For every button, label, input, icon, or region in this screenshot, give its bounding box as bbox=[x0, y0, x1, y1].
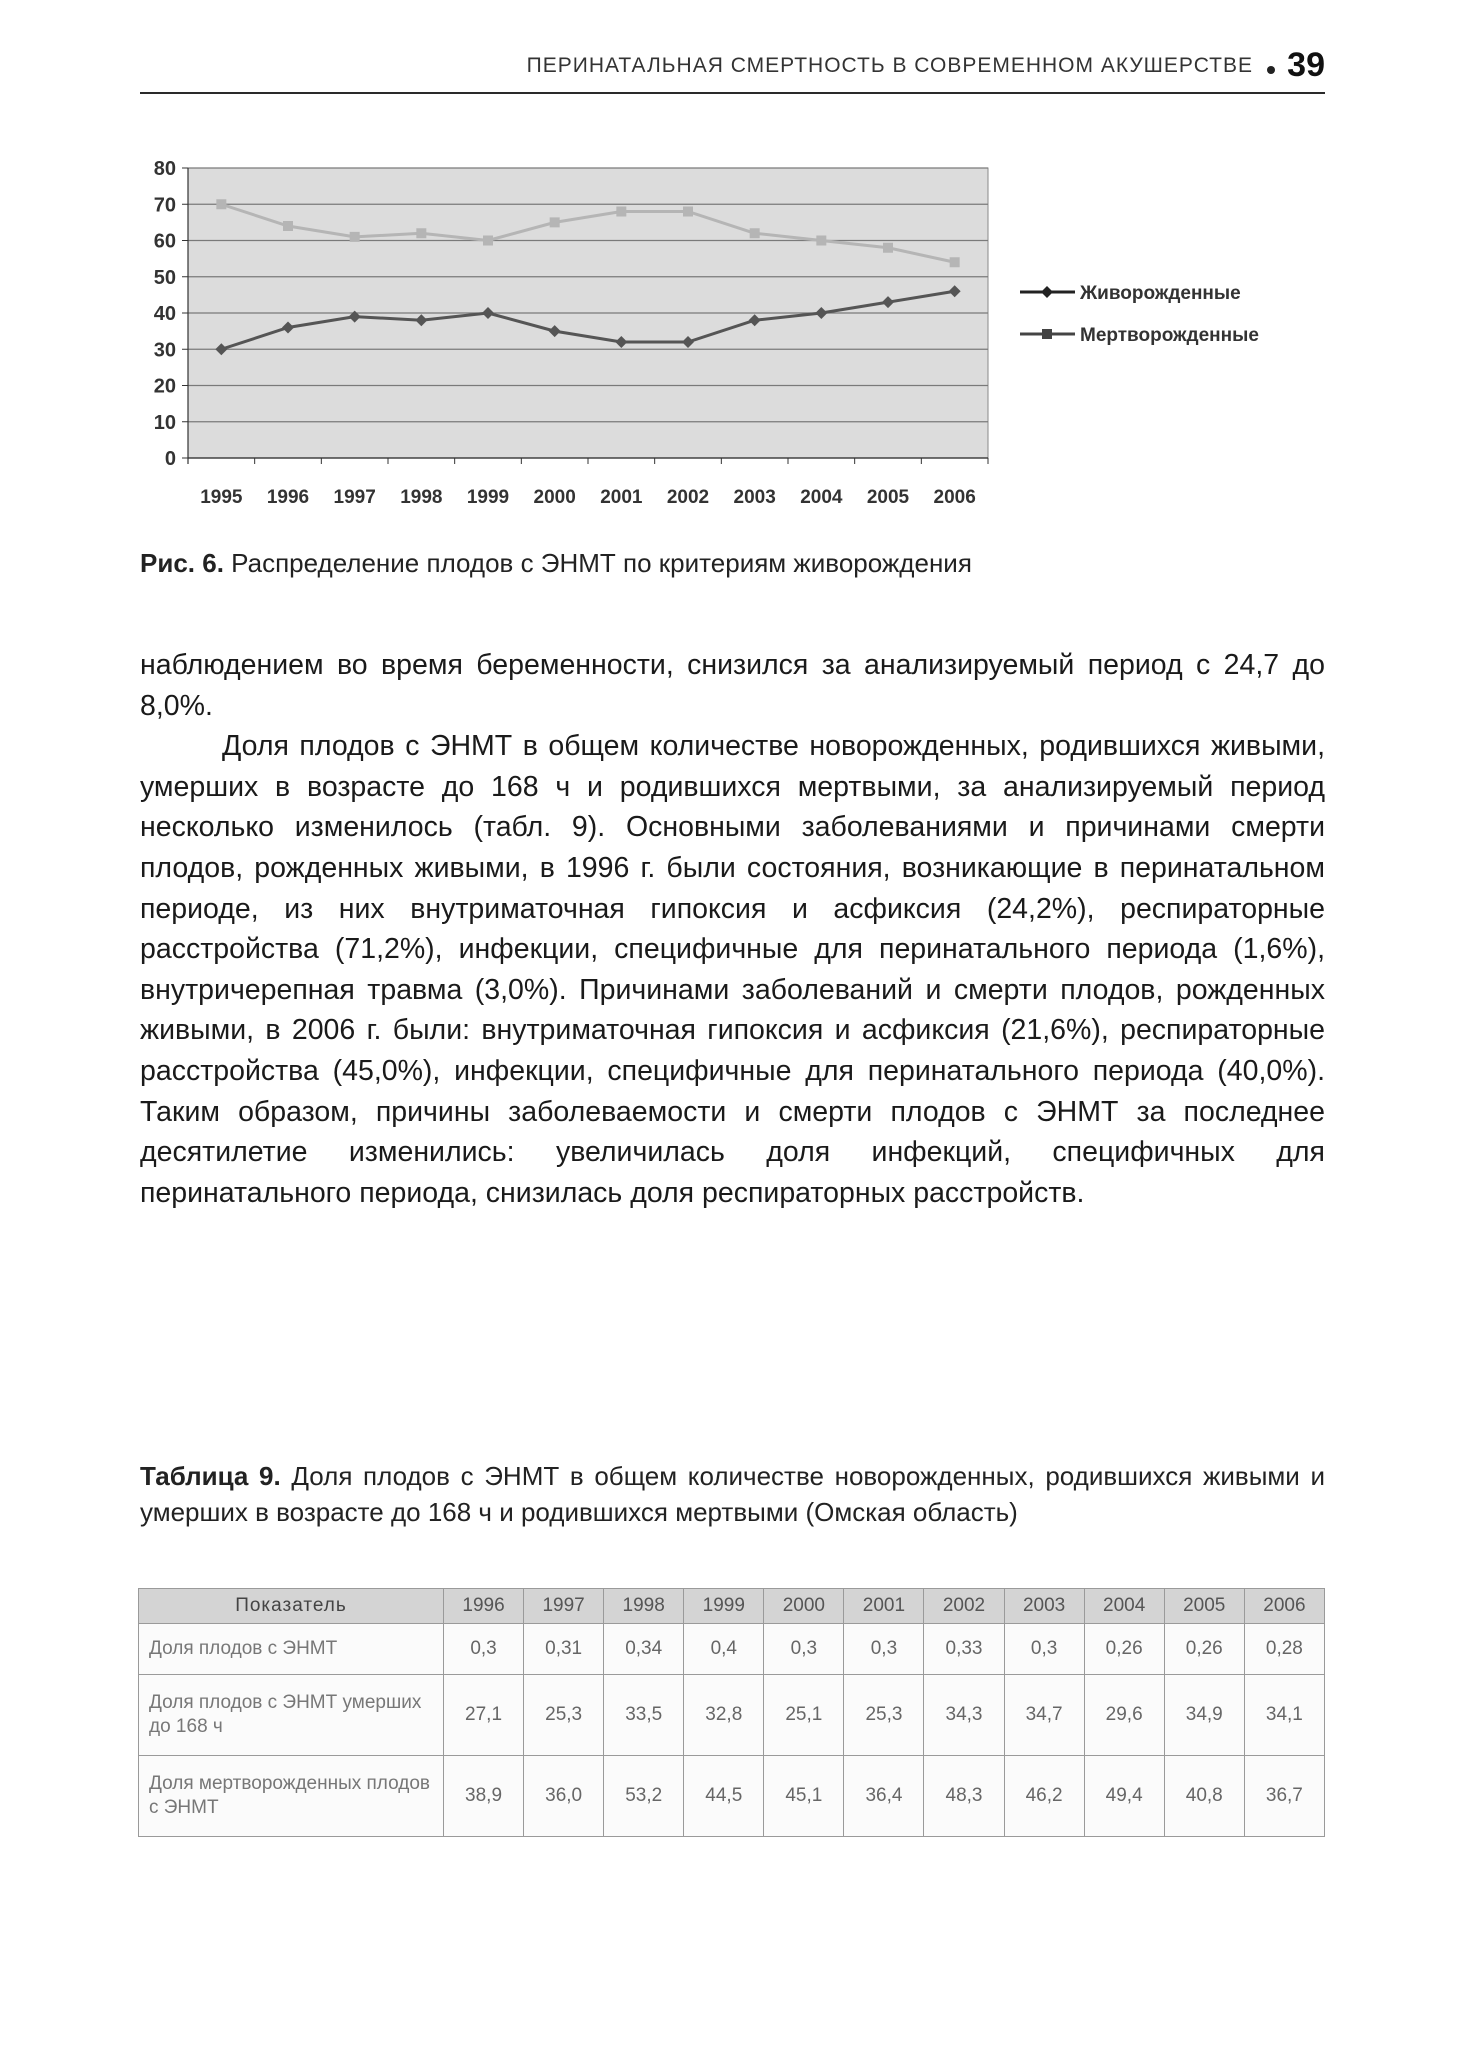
table-cell: 0,3 bbox=[764, 1624, 844, 1675]
table-cell: 36,7 bbox=[1244, 1756, 1324, 1837]
table-cell: 45,1 bbox=[764, 1756, 844, 1837]
table-header-cell: 1998 bbox=[604, 1589, 684, 1624]
x-tick-label: 2006 bbox=[933, 487, 976, 508]
data-point-square bbox=[550, 217, 560, 227]
y-tick-label: 10 bbox=[153, 411, 176, 434]
table-header-cell: Показатель bbox=[139, 1589, 444, 1624]
table-cell: 53,2 bbox=[604, 1756, 684, 1837]
legend-marker-square bbox=[1042, 329, 1052, 339]
x-tick-label: 1997 bbox=[333, 487, 376, 508]
table-header-cell: 2003 bbox=[1004, 1589, 1084, 1624]
table-cell: 38,9 bbox=[444, 1756, 524, 1837]
data-point-square bbox=[750, 228, 760, 238]
table-cell: 36,0 bbox=[524, 1756, 604, 1837]
data-point-square bbox=[816, 236, 826, 246]
table-cell: 0,31 bbox=[524, 1624, 604, 1675]
x-tick-label: 1999 bbox=[466, 487, 510, 508]
table-header-cell: 1999 bbox=[684, 1589, 764, 1624]
x-tick-label: 2003 bbox=[733, 487, 776, 508]
figure-caption-label: Рис. 6. bbox=[140, 548, 224, 578]
x-tick-label: 1996 bbox=[266, 487, 310, 508]
running-header-title: ПЕРИНАТАЛЬНАЯ СМЕРТНОСТЬ В СОВРЕМЕННОМ АКУШЕРСТВЕ bbox=[526, 54, 1253, 77]
table-header-row bbox=[139, 1589, 1325, 1624]
table-cell: 0,26 bbox=[1084, 1624, 1164, 1675]
line-chart bbox=[120, 150, 1320, 520]
data-table bbox=[138, 1588, 1325, 1837]
data-point-square bbox=[683, 207, 693, 217]
y-tick-label: 30 bbox=[153, 339, 176, 362]
table-cell: 34,7 bbox=[1004, 1675, 1084, 1756]
table-row-label: Доля плодов с ЭНМТ умерших до 168 ч bbox=[139, 1675, 444, 1756]
table-row-label: Доля плодов с ЭНМТ bbox=[139, 1624, 444, 1675]
table-cell: 44,5 bbox=[684, 1756, 764, 1837]
bullet-dot-icon bbox=[1267, 66, 1275, 74]
x-tick-label: 2004 bbox=[800, 487, 843, 508]
table-header-cell: 2001 bbox=[844, 1589, 924, 1624]
table-cell: 0,28 bbox=[1244, 1624, 1324, 1675]
legend-marker-diamond bbox=[1041, 286, 1053, 298]
data-point-square bbox=[483, 236, 493, 246]
figure-caption-text: Распределение плодов с ЭНМТ по критериям живорождения bbox=[231, 548, 972, 578]
legend-label: Мертворожденные bbox=[1080, 325, 1259, 346]
data-point-square bbox=[616, 207, 626, 217]
table-cell: 0,26 bbox=[1164, 1624, 1244, 1675]
page-number: 39 bbox=[1287, 46, 1325, 84]
table-cell: 32,8 bbox=[684, 1675, 764, 1756]
table-cell: 27,1 bbox=[444, 1675, 524, 1756]
table-header-cell: 2002 bbox=[924, 1589, 1004, 1624]
table-cell: 0,34 bbox=[604, 1624, 684, 1675]
y-tick-label: 80 bbox=[153, 158, 176, 180]
running-header bbox=[140, 48, 1325, 94]
table-cell: 46,2 bbox=[1004, 1756, 1084, 1837]
figure-caption bbox=[140, 548, 972, 579]
table-cell: 25,3 bbox=[524, 1675, 604, 1756]
table-cell: 34,9 bbox=[1164, 1675, 1244, 1756]
table-header-cell: 2004 bbox=[1084, 1589, 1164, 1624]
x-tick-label: 1995 bbox=[200, 487, 243, 508]
table-cell: 25,1 bbox=[764, 1675, 844, 1756]
table-row-label: Доля мертворожденных плодов с ЭНМТ bbox=[139, 1756, 444, 1837]
table-caption-text: Доля плодов с ЭНМТ в общем количестве новорожденных, родившихся живыми и умерших в возрасте до 168 ч и родившихся мертвыми (Омская область) bbox=[140, 1461, 1325, 1527]
table-header-cell: 2005 bbox=[1164, 1589, 1244, 1624]
data-point-square bbox=[216, 199, 226, 209]
y-tick-label: 70 bbox=[153, 194, 176, 217]
table-cell: 0,33 bbox=[924, 1624, 1004, 1675]
table-cell: 36,4 bbox=[844, 1756, 924, 1837]
data-point-square bbox=[283, 221, 293, 231]
table-header-cell: 2000 bbox=[764, 1589, 844, 1624]
table-cell: 0,3 bbox=[1004, 1624, 1084, 1675]
table-caption bbox=[140, 1458, 1325, 1530]
table-caption-label: Таблица 9. bbox=[140, 1461, 281, 1491]
paragraph-1: наблюдением во время беременности, снизился за анализируемый период с 24,7 до 8,0%. bbox=[140, 649, 1325, 722]
y-tick-label: 40 bbox=[153, 303, 176, 325]
legend-label: Живорожденные bbox=[1080, 283, 1241, 304]
x-tick-label: 2002 bbox=[666, 487, 710, 508]
table-row bbox=[139, 1624, 1325, 1675]
table-cell: 33,5 bbox=[604, 1675, 684, 1756]
x-tick-label: 2001 bbox=[600, 487, 643, 508]
y-tick-label: 0 bbox=[164, 448, 176, 470]
x-tick-label: 1998 bbox=[400, 487, 443, 508]
table-cell: 48,3 bbox=[924, 1756, 1004, 1837]
table-cell: 0,3 bbox=[844, 1624, 924, 1675]
x-tick-label: 2000 bbox=[533, 487, 576, 508]
data-point-square bbox=[350, 232, 360, 242]
table-cell: 34,1 bbox=[1244, 1675, 1324, 1756]
y-tick-label: 60 bbox=[153, 230, 176, 253]
body-text bbox=[140, 645, 1325, 1213]
table-header-cell: 2006 bbox=[1244, 1589, 1324, 1624]
data-point-square bbox=[883, 243, 893, 253]
table-cell: 0,3 bbox=[444, 1624, 524, 1675]
table-cell: 25,3 bbox=[844, 1675, 924, 1756]
table-header-cell: 1996 bbox=[444, 1589, 524, 1624]
table-row bbox=[139, 1756, 1325, 1837]
y-tick-label: 20 bbox=[153, 375, 176, 398]
table-cell: 0,4 bbox=[684, 1624, 764, 1675]
data-point-square bbox=[416, 228, 426, 238]
paragraph-2: Доля плодов с ЭНМТ в общем количестве новорожденных, родившихся живыми, умерших в возрасте до 168 ч и родившихся мертвыми, за анализируемый период несколько изменилось (табл. 9). Основными заболеваниями и причинами смерти плодов, рожденных живыми, в 1996 г. были состояния, возникающие в перинатальном периоде, из них внутриматочная гипоксия и асфиксия (24,2%), респираторные расстройства (71,2%), инфекции, специфичные для перинатального периода (1,6%), внутричерепная травма (3,0%). Причинами заболеваний и смерти плодов, рожденных живыми, в 2006 г. были: внутриматочная гипоксия и асфиксия (21,6%), респираторные расстройства (45,0%), инфекции, специфичные для перинатального периода (40,0%). Таким образом, причины заболеваемости и смерти плодов с ЭНМТ за последнее десятилетие изменились: увеличилась доля инфекций, специфичных для перинатального периода, снизилась доля респираторных расстройств. bbox=[140, 730, 1325, 1209]
table-header-cell: 1997 bbox=[524, 1589, 604, 1624]
table-cell: 34,3 bbox=[924, 1675, 1004, 1756]
y-tick-label: 50 bbox=[153, 266, 176, 289]
table-row bbox=[139, 1675, 1325, 1756]
table-cell: 40,8 bbox=[1164, 1756, 1244, 1837]
table-cell: 49,4 bbox=[1084, 1756, 1164, 1837]
x-tick-label: 2005 bbox=[866, 487, 910, 508]
table-cell: 29,6 bbox=[1084, 1675, 1164, 1756]
data-point-square bbox=[950, 257, 960, 267]
